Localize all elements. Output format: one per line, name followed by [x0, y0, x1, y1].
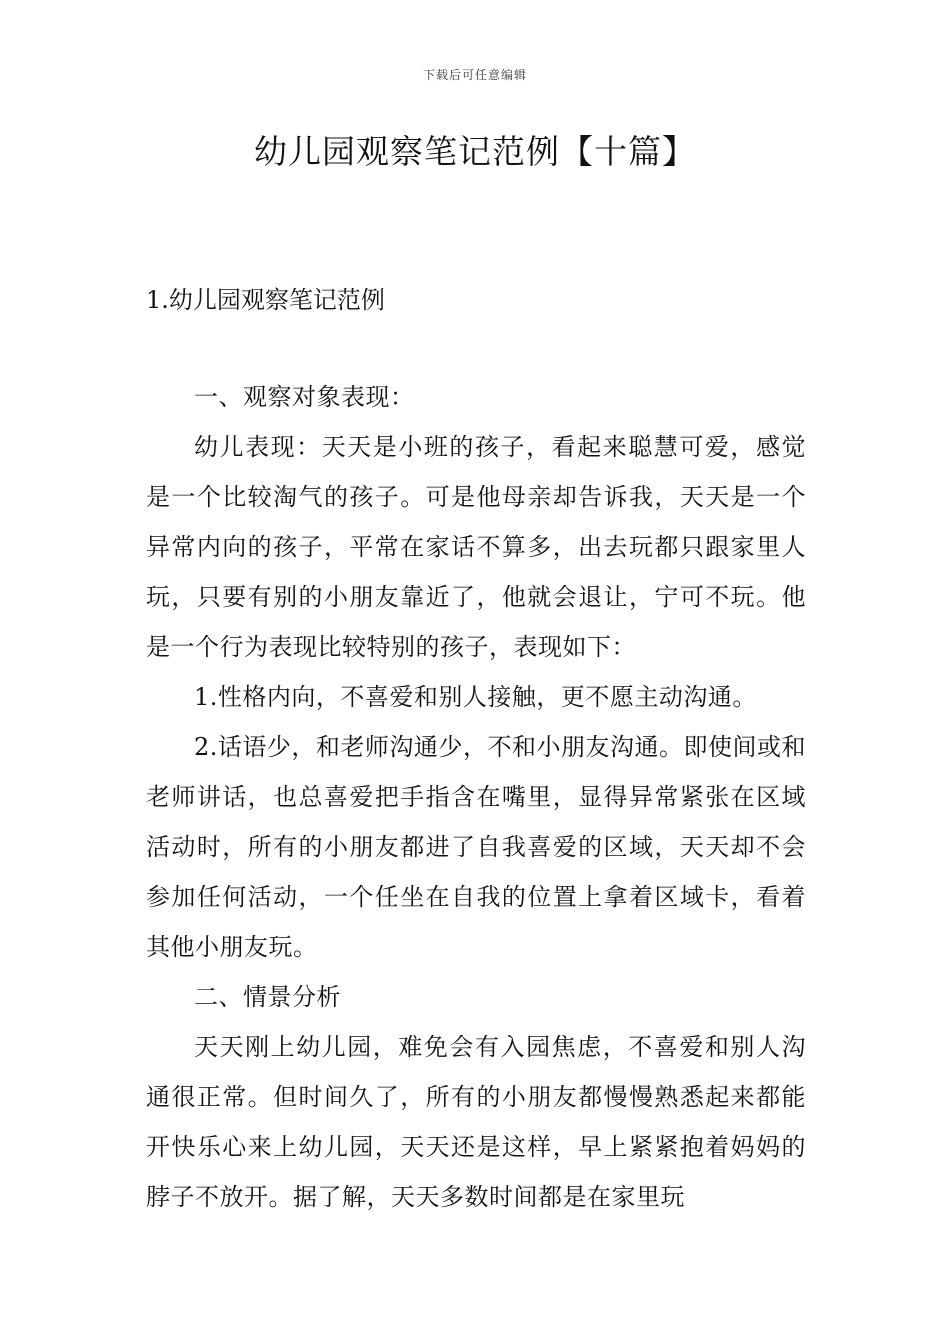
section-heading: 1.幼儿园观察笔记范例	[146, 286, 385, 314]
header-note: 下载后可任意编辑	[422, 68, 527, 82]
paragraph-child-behavior: 幼儿表现：天天是小班的孩子，看起来聪慧可爱，感觉是一个比较淘气的孩子。可是他母亲却告诉我，天天是一个异常内向的孩子，平常在家话不算多，出去玩都只跟家里人玩，只要有别的小朋友靠近了，他就会退让，宁可不玩。他是一个行为表现比较特别的孩子，表现如下：	[146, 433, 806, 661]
body-text	[146, 372, 806, 1222]
paragraph-analysis: 天天刚上幼儿园，难免会有入园焦虑，不喜爱和别人沟通很正常。但时间久了，所有的小朋友都慢慢熟悉起来都能开快乐心来上幼儿园，天天还是这样，早上紧紧抱着妈妈的脖子不放开。据了解，天天多数时间都是在家里玩	[146, 1033, 806, 1211]
paragraph-analysis-heading: 二、情景分析	[194, 983, 341, 1011]
paragraph-point-2: 2.话语少，和老师沟通少，不和小朋友沟通。即使间或和老师讲话，也总喜爱把手指含在嘴里，显得异常紧张在区域活动时，所有的小朋友都进了自我喜爱的区域，天天却不会参加任何活动，一个任坐在自我的位置上拿着区域卡，看着其他小朋友玩。	[146, 733, 806, 961]
paragraph-point-1: 1.性格内向，不喜爱和别人接触，更不愿主动沟通。	[194, 683, 757, 711]
document-title: 幼儿园观察笔记范例【十篇】	[254, 132, 696, 171]
paragraph-observation-heading: 一、观察对象表现：	[194, 383, 415, 411]
